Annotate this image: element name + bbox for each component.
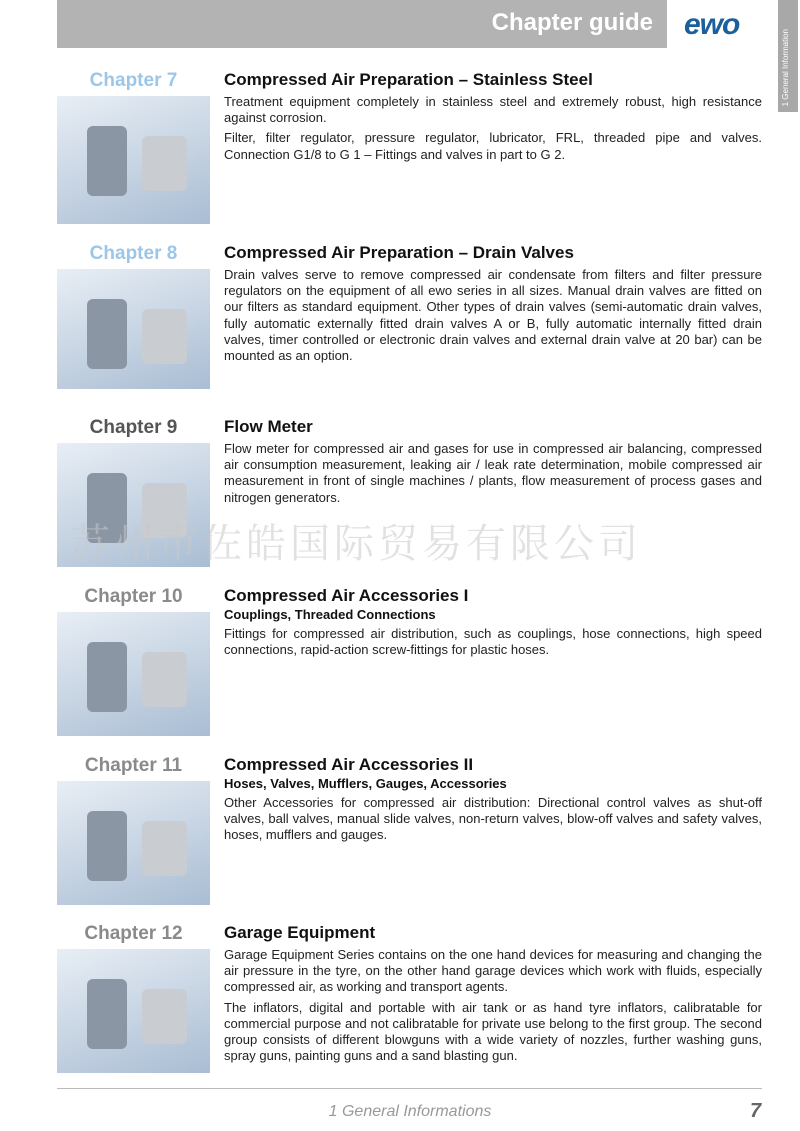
section-title: Compressed Air Preparation – Drain Valves	[224, 243, 574, 262]
ewo-logo: ewo	[684, 8, 740, 41]
section-description: Other Accessories for compressed air distribution: Directional control valves as shut-off valves, ball valves, manual slide valves, non-return valves, blow-off valves and safety valves, hoses, mufflers and gauges.	[224, 795, 762, 843]
product-image	[57, 269, 210, 389]
chapter-label: Chapter 9	[89, 417, 178, 438]
chapter-label: Chapter 7	[89, 70, 178, 91]
chapter-label: Chapter 10	[84, 586, 183, 607]
page-title: Chapter guide	[491, 9, 653, 36]
product-image	[57, 612, 210, 736]
chapter-label: Chapter 12	[84, 923, 183, 944]
header-bar	[57, 0, 667, 48]
section-title: Compressed Air Preparation – Stainless Steel	[224, 70, 593, 89]
section-subtitle: Couplings, Threaded Connections	[224, 607, 436, 622]
side-tab-label: 1 General Information	[781, 28, 790, 106]
side-tab[interactable]	[778, 0, 798, 112]
section-description: Flow meter for compressed air and gases for use in compressed air balancing, compressed air consumption measurement, leaking air / leak rate determination, mobile compressed air measurement in front of single machines / plants, flow measurement of process gases and nitrogen generators.	[224, 441, 762, 505]
section-title: Compressed Air Accessories I	[224, 586, 469, 605]
section-title: Flow Meter	[224, 417, 313, 436]
product-image	[57, 781, 210, 905]
section-subtitle: Hoses, Valves, Mufflers, Gauges, Accessories	[224, 776, 507, 791]
section-description: Drain valves serve to remove compressed air condensate from filters and filter pressure regulators on the equipment of all ewo series in all sizes. Manual drain valves are fitted on our filters as standard equipment. Other types of drain valves (semi-automatic drain valves, fully automatic externally fitted drain valves A or B, fully automatic internally fitted drain valves, timer controlled or electronic drain valves and external drain valve at 20 bar) can be mounted as an option.	[224, 267, 762, 364]
footer-section: 1 General Informations	[328, 1103, 492, 1120]
section-description: Filter, filter regulator, pressure regulator, lubricator, FRL, threaded pipe and valves. Connection G1/8 to G 1 – Fittings and valves in part to G 2.	[224, 130, 762, 162]
product-image	[57, 949, 210, 1073]
footer-divider	[57, 1088, 762, 1089]
product-image	[57, 96, 210, 224]
watermark: 苏州市佐皓国际贸易有限公司	[70, 521, 642, 567]
section-title: Compressed Air Accessories II	[224, 755, 474, 774]
section-description: The inflators, digital and portable with air tank or as hand tyre inflators, calibratable for commercial purpose and not calibratable for private use belong to the first group. The second group consists of different blowguns with a wide variety of nozzles, further washing guns, spray guns, painting guns and a sand blasting gun.	[224, 999, 762, 1064]
section-description: Garage Equipment Series contains on the one hand devices for measuring and changing the air pressure in the tyre, on the other hand garage devices which work with fluids, especially compressed air, as working and transport agents.	[224, 947, 762, 995]
section-description: Fittings for compressed air distribution, such as couplings, hose connections, high speed connections, rapid-action screw-fittings for plastic hoses.	[224, 626, 762, 658]
page-number: 7	[750, 1100, 762, 1122]
chapter-label: Chapter 8	[89, 243, 178, 264]
chapter-label: Chapter 11	[84, 755, 183, 776]
section-description: Treatment equipment completely in stainless steel and extremely robust, high resistance against corrosion.	[224, 94, 762, 126]
section-title: Garage Equipment	[224, 923, 376, 942]
